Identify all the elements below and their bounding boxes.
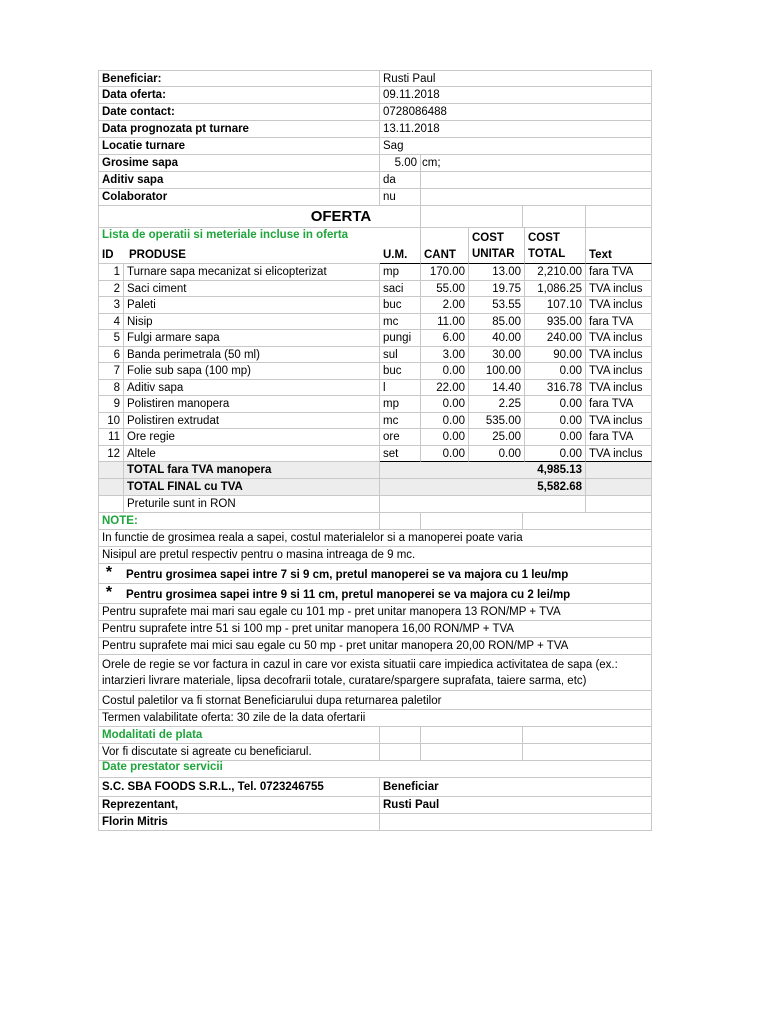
header-cost-unitar-line1: COST	[472, 232, 504, 244]
item-text: TVA inclus	[586, 281, 652, 298]
item-cost-total: 1,086.25	[525, 281, 586, 298]
item-name: Polistiren manopera	[124, 396, 380, 413]
info-label: Date contact:	[98, 104, 380, 121]
item-id: 3	[98, 297, 124, 314]
info-value: Sag	[380, 138, 652, 155]
table-header	[98, 228, 652, 264]
item-name: Polistiren extrudat	[124, 413, 380, 430]
empty-cell	[380, 496, 586, 513]
empty-cell	[421, 744, 523, 761]
empty-cell	[98, 462, 124, 479]
regie-note-row	[98, 655, 652, 691]
table-row	[98, 413, 652, 430]
item-cost-total: 316.78	[525, 380, 586, 397]
item-cost-unitar: 14.40	[469, 380, 525, 397]
item-cost-total: 2,210.00	[525, 264, 586, 281]
asterisk-icon: *	[105, 564, 113, 581]
item-cant: 0.00	[421, 363, 469, 380]
item-um: mc	[380, 413, 421, 430]
item-um: set	[380, 446, 421, 463]
item-um: mc	[380, 314, 421, 331]
item-cost-unitar: 2.25	[469, 396, 525, 413]
item-name: Folie sub sapa (100 mp)	[124, 363, 380, 380]
currency-row	[98, 496, 652, 513]
validity-note: Termen valabilitate oferta: 30 zile de la data ofertarii	[98, 710, 652, 727]
item-cant: 3.00	[421, 347, 469, 364]
item-id: 6	[98, 347, 124, 364]
item-name: Saci ciment	[124, 281, 380, 298]
star-note	[98, 584, 652, 604]
info-row-grosime	[98, 155, 652, 172]
item-id: 11	[98, 429, 124, 446]
info-label: Colaborator	[98, 189, 380, 206]
star-note-text: Pentru grosimea sapei intre 7 si 9 cm, pretul manoperei se va majora cu 1 leu/mp	[126, 569, 569, 581]
item-cant: 6.00	[421, 330, 469, 347]
beneficiar-label: Beneficiar	[380, 778, 652, 797]
table-row	[98, 429, 652, 446]
header-cost-total	[525, 228, 586, 264]
empty-cell	[586, 206, 652, 228]
star-note-row	[98, 584, 652, 604]
item-cant: 0.00	[421, 396, 469, 413]
items-table	[98, 264, 652, 462]
item-text: TVA inclus	[586, 297, 652, 314]
item-cant: 0.00	[421, 413, 469, 430]
item-id: 10	[98, 413, 124, 430]
item-id: 7	[98, 363, 124, 380]
item-um: mp	[380, 396, 421, 413]
info-row-data-oferta	[98, 87, 652, 104]
list-heading	[98, 228, 380, 264]
item-um: pungi	[380, 330, 421, 347]
item-name: Ore regie	[124, 429, 380, 446]
table-row	[98, 363, 652, 380]
note-heading: NOTE:	[98, 513, 380, 530]
info-value: 0728086488	[380, 104, 652, 121]
price-note: Pentru suprafete mai mari sau egale cu 101 mp - pret unitar manopera 13 RON/MP + TVA	[98, 604, 652, 621]
provider-heading-row	[98, 761, 652, 778]
empty-cell	[421, 727, 523, 744]
item-cost-total: 240.00	[525, 330, 586, 347]
info-value: da	[380, 172, 421, 189]
empty-cell	[380, 727, 421, 744]
info-value: 13.11.2018	[380, 121, 652, 138]
item-text: TVA inclus	[586, 347, 652, 364]
item-cant: 0.00	[421, 429, 469, 446]
total-final-row	[98, 479, 652, 496]
item-id: 5	[98, 330, 124, 347]
total-label: TOTAL fara TVA manopera	[124, 462, 380, 479]
empty-cell	[523, 727, 652, 744]
header-cost-total-line1: COST	[528, 232, 560, 244]
info-row-colaborator	[98, 189, 652, 206]
table-row	[98, 264, 652, 281]
info-label: Locatie turnare	[98, 138, 380, 155]
item-cost-unitar: 30.00	[469, 347, 525, 364]
info-label: Data prognozata pt turnare	[98, 121, 380, 138]
info-value: Rusti Paul	[380, 70, 652, 87]
item-text: fara TVA	[586, 429, 652, 446]
item-cant: 2.00	[421, 297, 469, 314]
info-unit: cm;	[421, 155, 652, 172]
item-text: TVA inclus	[586, 380, 652, 397]
item-cost-unitar: 40.00	[469, 330, 525, 347]
item-cost-unitar: 13.00	[469, 264, 525, 281]
empty-cell	[421, 172, 652, 189]
empty-cell	[421, 513, 523, 530]
title-row	[98, 206, 652, 228]
header-cant: CANT	[421, 228, 469, 264]
info-value: 5.00	[380, 155, 421, 172]
item-text: TVA inclus	[586, 446, 652, 463]
provider-heading: Date prestator servicii	[98, 761, 652, 778]
empty-cell	[586, 479, 652, 496]
item-id: 2	[98, 281, 124, 298]
offer-sheet	[98, 70, 652, 831]
item-cant: 55.00	[421, 281, 469, 298]
header-id: ID	[102, 249, 114, 261]
empty-cell	[98, 496, 124, 513]
empty-cell	[380, 513, 421, 530]
item-cost-unitar: 535.00	[469, 413, 525, 430]
table-row	[98, 446, 652, 463]
info-label: Data oferta:	[98, 87, 380, 104]
item-name: Aditiv sapa	[124, 380, 380, 397]
item-name: Nisip	[124, 314, 380, 331]
empty-cell	[586, 462, 652, 479]
item-cost-unitar: 53.55	[469, 297, 525, 314]
payment-text: Vor fi discutate si agreate cu beneficiarul.	[98, 744, 380, 761]
note-heading-row	[98, 513, 652, 530]
payment-heading: Modalitati de plata	[98, 727, 380, 744]
star-note	[98, 564, 652, 584]
provider-row	[98, 778, 652, 797]
empty-cell	[523, 513, 652, 530]
payment-heading-row	[98, 727, 652, 744]
list-heading-text: Lista de operatii si meteriale incluse in oferta	[102, 229, 349, 241]
item-um: l	[380, 380, 421, 397]
item-text: fara TVA	[586, 314, 652, 331]
item-cant: 170.00	[421, 264, 469, 281]
item-id: 1	[98, 264, 124, 281]
price-note-row	[98, 604, 652, 621]
note-row	[98, 547, 652, 564]
asterisk-icon: *	[105, 584, 113, 601]
info-label: Grosime sapa	[98, 155, 380, 172]
info-row-aditiv	[98, 172, 652, 189]
regie-note: Orele de regie se vor factura in cazul in care vor exista situatii care impiedica activitatea de sapa (ex.: intarzieri livrare materiale, lipsa decofrarii totale, curatare/spargere suprafata, taiere sarma, etc)	[98, 655, 652, 691]
item-text: TVA inclus	[586, 330, 652, 347]
item-name: Fulgi armare sapa	[124, 330, 380, 347]
item-cost-unitar: 0.00	[469, 446, 525, 463]
item-name: Altele	[124, 446, 380, 463]
item-cost-total: 0.00	[525, 429, 586, 446]
item-cant: 22.00	[421, 380, 469, 397]
empty-cell	[421, 189, 652, 206]
empty-cell	[586, 496, 652, 513]
price-note-row	[98, 638, 652, 655]
star-note-row	[98, 564, 652, 584]
info-row-beneficiar	[98, 70, 652, 87]
item-cost-total: 0.00	[525, 396, 586, 413]
currency-note: Preturile sunt in RON	[124, 496, 380, 513]
item-cant: 0.00	[421, 446, 469, 463]
item-text: fara TVA	[586, 264, 652, 281]
representative-name: Florin Mitris	[98, 814, 380, 831]
table-row	[98, 396, 652, 413]
paleti-note-row	[98, 691, 652, 710]
item-um: sul	[380, 347, 421, 364]
item-cost-total: 0.00	[525, 413, 586, 430]
item-cost-total: 0.00	[525, 363, 586, 380]
item-id: 4	[98, 314, 124, 331]
info-label: Beneficiar:	[98, 70, 380, 87]
empty-cell	[421, 206, 523, 228]
table-row	[98, 380, 652, 397]
item-name: Banda perimetrala (50 ml)	[124, 347, 380, 364]
total-value: 4,985.13	[380, 462, 586, 479]
item-name: Turnare sapa mecanizat si elicopterizat	[124, 264, 380, 281]
representative-name-row	[98, 814, 652, 831]
note-text: In functie de grosimea reala a sapei, costul materialelor si a manoperei poate varia	[98, 530, 652, 547]
header-cost-total-line2: TOTAL	[528, 248, 566, 260]
item-um: ore	[380, 429, 421, 446]
validity-row	[98, 710, 652, 727]
table-row	[98, 347, 652, 364]
item-id: 12	[98, 446, 124, 463]
representative-row	[98, 797, 652, 814]
item-text: fara TVA	[586, 396, 652, 413]
total-final-value: 5,582.68	[380, 479, 586, 496]
price-note-row	[98, 621, 652, 638]
item-text: TVA inclus	[586, 413, 652, 430]
star-note-text: Pentru grosimea sapei intre 9 si 11 cm, pretul manoperei se va majora cu 2 lei/mp	[126, 589, 571, 601]
header-cost-unitar	[469, 228, 525, 264]
item-id: 9	[98, 396, 124, 413]
item-id: 8	[98, 380, 124, 397]
total-final-label: TOTAL FINAL cu TVA	[124, 479, 380, 496]
info-value: 09.11.2018	[380, 87, 652, 104]
item-cant: 11.00	[421, 314, 469, 331]
representative-label: Reprezentant,	[98, 797, 380, 814]
item-name: Paleti	[124, 297, 380, 314]
empty-cell	[523, 206, 586, 228]
header-text: Text	[586, 228, 652, 264]
item-cost-total: 90.00	[525, 347, 586, 364]
header-um: U.M.	[380, 228, 421, 264]
item-um: saci	[380, 281, 421, 298]
table-row	[98, 297, 652, 314]
item-um: buc	[380, 363, 421, 380]
item-cost-total: 107.10	[525, 297, 586, 314]
info-row-data-turnare	[98, 121, 652, 138]
info-value: nu	[380, 189, 421, 206]
empty-cell	[523, 744, 652, 761]
item-cost-unitar: 100.00	[469, 363, 525, 380]
table-row	[98, 330, 652, 347]
empty-cell	[380, 814, 652, 831]
price-note: Pentru suprafete mai mici sau egale cu 50 mp - pret unitar manopera 20,00 RON/MP + TVA	[98, 638, 652, 655]
note-text: Nisipul are pretul respectiv pentru o masina intreaga de 9 mc.	[98, 547, 652, 564]
note-row	[98, 530, 652, 547]
price-note: Pentru suprafete intre 51 si 100 mp - pret unitar manopera 16,00 RON/MP + TVA	[98, 621, 652, 638]
info-label: Aditiv sapa	[98, 172, 380, 189]
info-row-locatie	[98, 138, 652, 155]
provider-company: S.C. SBA FOODS S.R.L., Tel. 0723246755	[98, 778, 380, 797]
item-cost-unitar: 19.75	[469, 281, 525, 298]
header-cost-unitar-line2: UNITAR	[472, 248, 515, 260]
item-cost-total: 935.00	[525, 314, 586, 331]
empty-cell	[380, 744, 421, 761]
item-cost-total: 0.00	[525, 446, 586, 463]
paleti-note: Costul paletilor va fi stornat Beneficiarului dupa returnarea paletilor	[98, 691, 652, 710]
table-row	[98, 281, 652, 298]
table-row	[98, 314, 652, 331]
item-cost-unitar: 85.00	[469, 314, 525, 331]
header-produse: PRODUSE	[129, 249, 186, 261]
payment-row	[98, 744, 652, 761]
empty-cell	[98, 479, 124, 496]
item-um: mp	[380, 264, 421, 281]
total-row	[98, 462, 652, 479]
item-um: buc	[380, 297, 421, 314]
item-text: TVA inclus	[586, 363, 652, 380]
page-title: OFERTA	[98, 206, 421, 228]
beneficiar-name: Rusti Paul	[380, 797, 652, 814]
item-cost-unitar: 25.00	[469, 429, 525, 446]
info-row-date-contact	[98, 104, 652, 121]
